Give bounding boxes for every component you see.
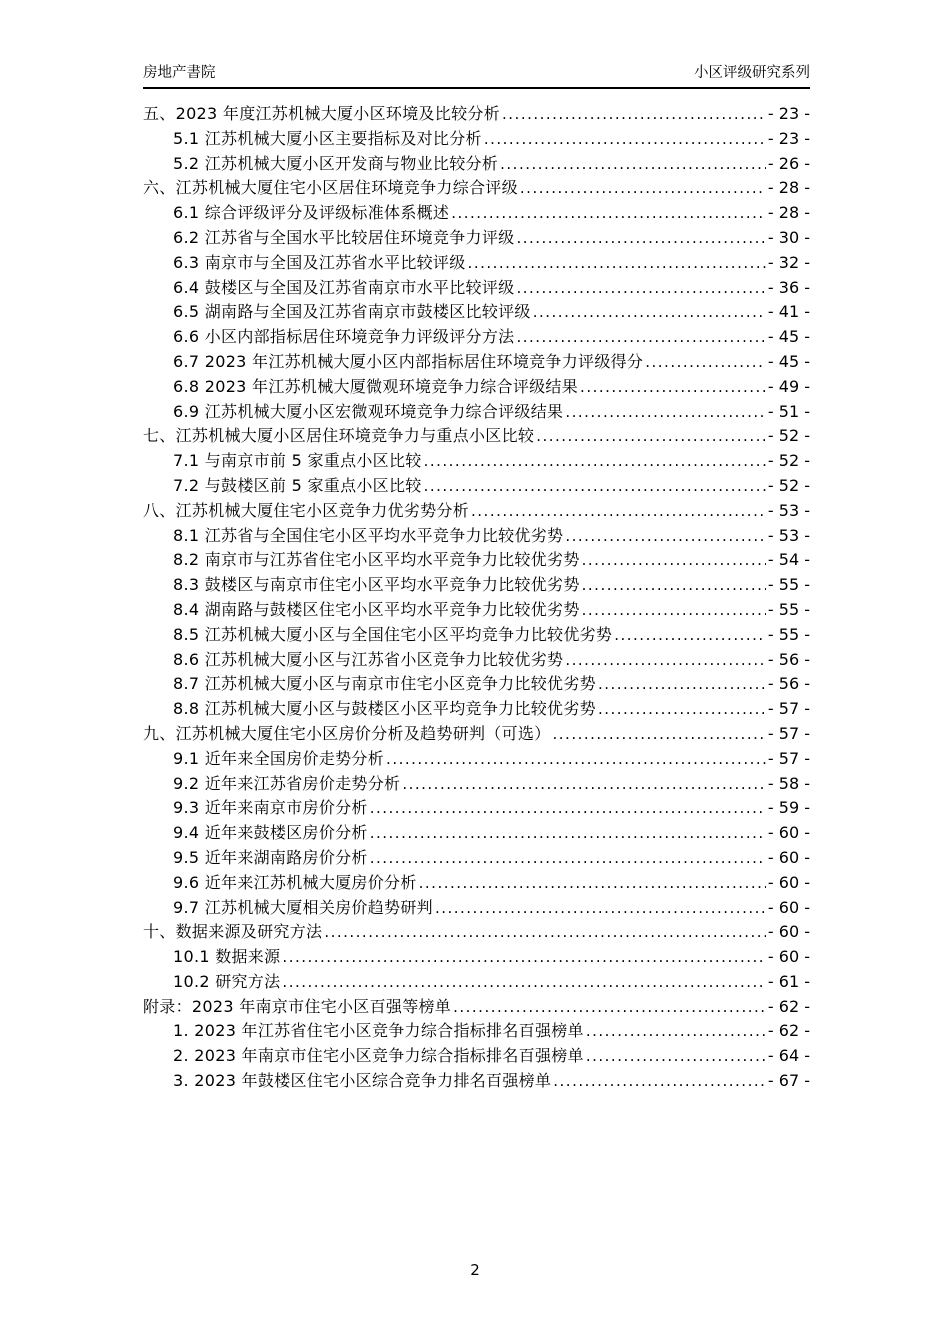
dot-leader (596, 697, 766, 722)
toc-entry-label: 5.2 江苏机械大厦小区开发商与物业比较分析 (173, 153, 499, 173)
toc-entry-label: 3. 2023 年鼓楼区住宅小区综合竞争力排名百强榜单 (173, 1071, 552, 1091)
toc-entry[interactable] (143, 524, 810, 549)
toc-entry[interactable] (143, 772, 810, 797)
toc-entry[interactable] (143, 499, 810, 524)
dot-leader (368, 846, 766, 871)
toc-entry-page-number: - 28 - (767, 178, 810, 198)
toc-entry-page-number: - 45 - (767, 351, 810, 371)
toc-entry[interactable] (143, 350, 810, 375)
toc-entry-page-number: - 56 - (767, 649, 810, 669)
toc-entry-page-number: - 55 - (767, 624, 810, 644)
footer (0, 1261, 950, 1279)
toc-entry-label: 8.8 江苏机械大厦小区与鼓楼区小区平均竞争力比较优劣势 (173, 699, 596, 719)
toc-entry-page-number: - 58 - (767, 773, 810, 793)
toc-entry[interactable] (143, 747, 810, 772)
dot-leader (469, 499, 766, 524)
dot-leader (643, 350, 766, 375)
toc-entry[interactable] (143, 449, 810, 474)
toc-entry-page-number: - 62 - (767, 996, 810, 1016)
toc-entry-label: 八、江苏机械大厦住宅小区竞争力优劣势分析 (143, 500, 470, 520)
dot-leader (417, 871, 766, 896)
toc-entry[interactable] (143, 697, 810, 722)
dot-leader (514, 226, 765, 251)
dot-leader (514, 276, 765, 301)
toc-entry[interactable] (143, 672, 810, 697)
dot-leader (580, 573, 766, 598)
dot-leader (368, 796, 766, 821)
toc-entry-label: 1. 2023 年江苏省住宅小区竞争力综合指标排名百强榜单 (173, 1021, 584, 1041)
toc-entry-label: 9.2 近年来江苏省房价走势分析 (173, 773, 401, 793)
toc-entry[interactable] (143, 598, 810, 623)
toc-entry-page-number: - 41 - (767, 302, 810, 322)
dot-leader (580, 598, 766, 623)
toc-entry[interactable] (143, 276, 810, 301)
toc-entry[interactable] (143, 1069, 810, 1094)
toc-entry-page-number: - 53 - (767, 525, 810, 545)
toc-entry-label: 6.5 湖南路与全国及江苏省南京市鼓楼区比较评级 (173, 302, 531, 322)
dot-leader (482, 127, 766, 152)
toc-entry[interactable] (143, 920, 810, 945)
toc-entry[interactable] (143, 325, 810, 350)
toc-entry-page-number: - 60 - (767, 823, 810, 843)
toc-entry[interactable] (143, 846, 810, 871)
dot-leader (551, 722, 766, 747)
toc-entry-label: 十、数据来源及研究方法 (143, 922, 323, 942)
dot-leader (500, 102, 766, 127)
toc-entry-label: 五、2023 年度江苏机械大厦小区环境及比较分析 (143, 104, 501, 123)
toc-entry[interactable] (143, 573, 810, 598)
dot-leader (400, 772, 766, 797)
table-of-contents (143, 102, 810, 1094)
toc-entry-page-number: - 62 - (767, 1021, 810, 1041)
toc-entry-label: 6.3 南京市与全国及江苏省水平比较评级 (173, 252, 466, 272)
toc-entry-page-number: - 60 - (767, 897, 810, 917)
header-right-text: 小区评级研究系列 (694, 65, 810, 81)
toc-entry-label: 九、江苏机械大厦住宅小区房价分析及趋势研判（可选） (143, 723, 551, 743)
toc-entry-label: 8.1 江苏省与全国住宅小区平均水平竞争力比较优劣势 (173, 525, 564, 545)
dot-leader (280, 945, 766, 970)
toc-entry[interactable] (143, 970, 810, 995)
dot-leader (449, 201, 766, 226)
toc-entry[interactable] (143, 152, 810, 177)
dot-leader (433, 896, 766, 921)
toc-entry-page-number: - 60 - (767, 872, 810, 892)
toc-entry-label: 9.4 近年来鼓楼区房价分析 (173, 823, 368, 843)
dot-leader (612, 623, 766, 648)
toc-entry-page-number: - 52 - (767, 426, 810, 446)
toc-entry[interactable] (143, 548, 810, 573)
toc-entry[interactable] (143, 796, 810, 821)
toc-entry-label: 8.7 江苏机械大厦小区与南京市住宅小区竞争力比较优劣势 (173, 674, 596, 694)
toc-entry-page-number: - 57 - (767, 748, 810, 768)
toc-entry[interactable] (143, 176, 810, 201)
toc-entry-label: 8.5 江苏机械大厦小区与全国住宅小区平均竞争力比较优劣势 (173, 624, 613, 644)
toc-entry-label: 9.3 近年来南京市房价分析 (173, 798, 368, 818)
dot-leader (551, 1069, 766, 1094)
dot-leader (368, 821, 766, 846)
dot-leader (563, 400, 766, 425)
toc-entry-page-number: - 28 - (767, 203, 810, 223)
dot-leader (466, 251, 766, 276)
dot-leader (384, 747, 766, 772)
dot-leader (451, 995, 766, 1020)
dot-leader (563, 648, 766, 673)
toc-entry-page-number: - 64 - (767, 1046, 810, 1066)
toc-entry[interactable] (143, 896, 810, 921)
toc-entry-label: 2. 2023 年南京市住宅小区竞争力综合指标排名百强榜单 (173, 1046, 584, 1066)
toc-entry-label: 10.2 研究方法 (173, 971, 281, 991)
toc-entry-label: 9.1 近年来全国房价走势分析 (173, 748, 385, 768)
toc-entry-page-number: - 23 - (767, 104, 810, 123)
toc-entry-label: 7.1 与南京市前 5 家重点小区比较 (173, 451, 422, 471)
toc-entry-page-number: - 57 - (767, 699, 810, 719)
toc-entry-label: 8.2 南京市与江苏省住宅小区平均水平竞争力比较优劣势 (173, 550, 580, 570)
toc-entry-page-number: - 45 - (767, 327, 810, 347)
toc-entry[interactable] (143, 127, 810, 152)
toc-entry-page-number: - 53 - (767, 500, 810, 520)
toc-entry[interactable] (143, 1044, 810, 1069)
toc-entry-page-number: - 55 - (767, 599, 810, 619)
toc-entry-label: 6.7 2023 年江苏机械大厦小区内部指标居住环境竞争力评级得分 (173, 351, 644, 371)
toc-entry-label: 6.8 2023 年江苏机械大厦微观环境竞争力综合评级结果 (173, 376, 579, 396)
toc-entry[interactable] (143, 722, 810, 747)
dot-leader (498, 152, 766, 177)
toc-entry[interactable] (143, 474, 810, 499)
toc-entry[interactable] (143, 102, 810, 127)
toc-entry-label: 6.9 江苏机械大厦小区宏微观环境竞争力综合评级结果 (173, 401, 564, 421)
toc-entry-page-number: - 55 - (767, 575, 810, 595)
toc-entry[interactable] (143, 821, 810, 846)
toc-entry-label: 5.1 江苏机械大厦小区主要指标及对比分析 (173, 128, 482, 148)
toc-entry-label: 9.5 近年来湖南路房价分析 (173, 847, 368, 867)
toc-entry-page-number: - 54 - (767, 550, 810, 570)
toc-entry[interactable] (143, 1019, 810, 1044)
toc-entry-page-number: - 52 - (767, 451, 810, 471)
dot-leader (322, 920, 766, 945)
toc-entry-label: 6.6 小区内部指标居住环境竞争力评级评分方法 (173, 327, 515, 347)
toc-entry-page-number: - 56 - (767, 674, 810, 694)
toc-entry-page-number: - 60 - (767, 947, 810, 967)
toc-entry-page-number: - 32 - (767, 252, 810, 272)
toc-entry-page-number: - 52 - (767, 475, 810, 495)
toc-entry-label: 8.3 鼓楼区与南京市住宅小区平均水平竞争力比较优劣势 (173, 575, 580, 595)
header-rule (143, 87, 810, 89)
dot-leader (422, 449, 766, 474)
dot-leader (580, 548, 766, 573)
dot-leader (422, 474, 766, 499)
dot-leader (514, 325, 765, 350)
toc-entry-label: 10.1 数据来源 (173, 947, 281, 967)
toc-entry-page-number: - 61 - (767, 971, 810, 991)
toc-entry-page-number: - 36 - (767, 277, 810, 297)
dot-leader (534, 424, 766, 449)
page-header (143, 64, 810, 87)
toc-entry-label: 6.1 综合评级评分及评级标准体系概述 (173, 203, 450, 223)
dot-leader (518, 176, 766, 201)
toc-entry-page-number: - 59 - (767, 798, 810, 818)
toc-entry[interactable] (143, 226, 810, 251)
dot-leader (531, 300, 766, 325)
toc-entry-page-number: - 51 - (767, 401, 810, 421)
toc-entry-label: 8.6 江苏机械大厦小区与江苏省小区竞争力比较优劣势 (173, 649, 564, 669)
toc-entry[interactable] (143, 201, 810, 226)
toc-entry[interactable] (143, 400, 810, 425)
toc-entry[interactable] (143, 623, 810, 648)
dot-leader (578, 375, 766, 400)
toc-entry-label: 9.7 江苏机械大厦相关房价趋势研判 (173, 897, 433, 917)
toc-entry-page-number: - 60 - (767, 847, 810, 867)
toc-entry[interactable] (143, 648, 810, 673)
toc-entry-label: 附录：2023 年南京市住宅小区百强等榜单 (143, 996, 452, 1016)
toc-entry-page-number: - 67 - (767, 1071, 810, 1091)
header-left-text: 房地产書院 (143, 65, 216, 81)
toc-entry-label: 7.2 与鼓楼区前 5 家重点小区比较 (173, 475, 422, 495)
toc-entry-page-number: - 57 - (767, 723, 810, 743)
toc-entry[interactable] (143, 424, 810, 449)
toc-entry-page-number: - 60 - (767, 922, 810, 942)
toc-entry-label: 6.2 江苏省与全国水平比较居住环境竞争力评级 (173, 227, 515, 247)
toc-entry[interactable] (143, 945, 810, 970)
toc-entry-page-number: - 26 - (767, 153, 810, 173)
toc-entry-label: 六、江苏机械大厦住宅小区居住环境竞争力综合评级 (143, 178, 518, 198)
toc-entry[interactable] (143, 300, 810, 325)
page-number: 2 (470, 1261, 480, 1279)
toc-entry[interactable] (143, 871, 810, 896)
dot-leader (596, 672, 766, 697)
dot-leader (280, 970, 766, 995)
dot-leader (584, 1044, 766, 1069)
dot-leader (563, 524, 766, 549)
dot-leader (584, 1019, 766, 1044)
toc-entry-label: 8.4 湖南路与鼓楼区住宅小区平均水平竞争力比较优劣势 (173, 599, 580, 619)
toc-entry-page-number: - 49 - (767, 376, 810, 396)
toc-entry-label: 6.4 鼓楼区与全国及江苏省南京市水平比较评级 (173, 277, 515, 297)
toc-entry[interactable] (143, 251, 810, 276)
toc-entry-page-number: - 23 - (767, 128, 810, 148)
toc-entry[interactable] (143, 375, 810, 400)
toc-entry-label: 七、江苏机械大厦小区居住环境竞争力与重点小区比较 (143, 426, 535, 446)
toc-entry[interactable] (143, 995, 810, 1020)
toc-entry-page-number: - 30 - (767, 227, 810, 247)
toc-entry-label: 9.6 近年来江苏机械大厦房价分析 (173, 872, 417, 892)
